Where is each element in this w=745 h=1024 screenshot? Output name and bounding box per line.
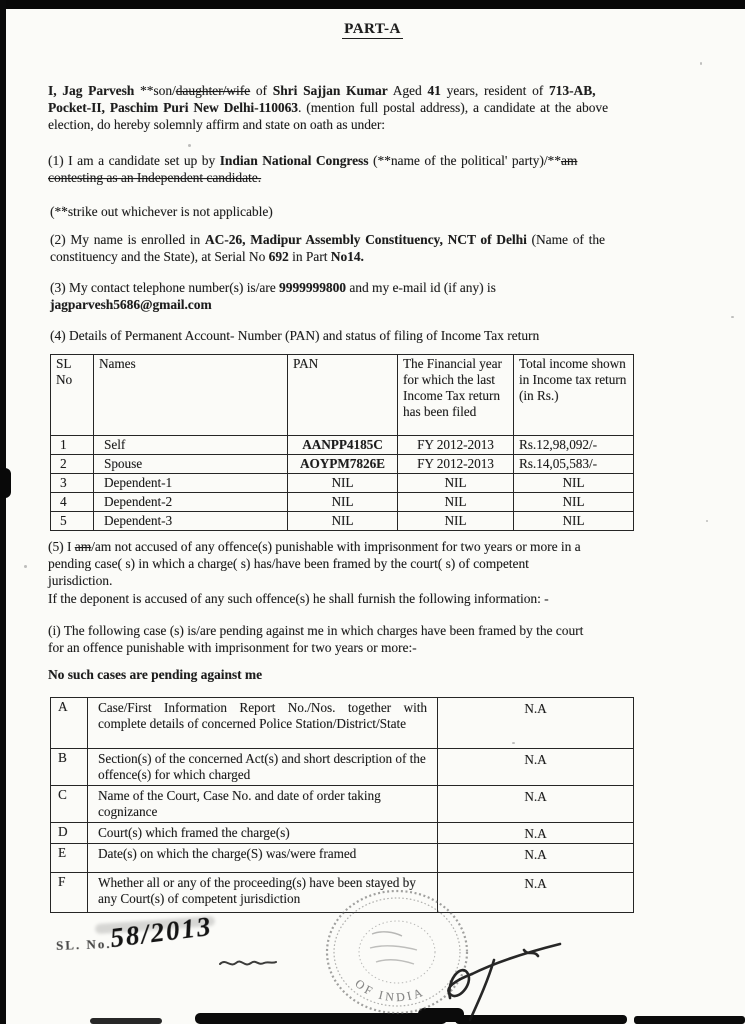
address-part: Pocket-II, Paschim Puri New Delhi-110063 [48,100,299,116]
struck-text: am [560,153,578,168]
no-cases-statement [48,666,262,683]
table-header-row [51,355,634,436]
text-segment: of [250,83,273,98]
column-header-total-income: Total income shown in Income tax return (in Rs.) [514,355,634,436]
table-row [51,455,634,474]
svg-text:OF INDIA [352,976,426,1004]
text-segment: (1) I am a candidate set up by [48,153,220,168]
row-value-cell: N.A [438,698,634,749]
column-header-names: Names [94,355,288,436]
point-1-paragraph [48,152,577,186]
row-value-cell: N.A [438,844,634,873]
row-value-cell: N.A [438,873,634,913]
table-row [51,823,634,844]
income-cell: NIL [514,512,634,531]
row-desc-cell: Case/First Information Report No./Nos. together with complete details of concerned Police Station/District/State [88,698,438,749]
pan-income-table [50,354,634,531]
serial-no-value: 692 [268,249,289,265]
signature [436,936,576,1024]
scan-edge-top [0,0,745,9]
row-desc-cell: Name of the Court, Case No. and date of order taking cognizance [88,786,438,823]
part-no-value: No14. [330,249,364,265]
row-value-cell: N.A [438,786,634,823]
party-name: Indian National Congress [219,153,369,168]
serial-label: SL. No. [55,936,112,953]
pending-cases-table [50,697,634,913]
scan-blob-left [0,468,11,498]
pan-cell: NIL [288,474,398,493]
income-cell: Rs.12,98,092/- [514,436,634,455]
deponent-name: I, Jag Parvesh [48,83,141,98]
phone-number: 9999999800 [279,280,346,295]
scan-speck [731,316,734,318]
point-4-paragraph [50,327,539,344]
text-segment: and my e-mail id (if any) is [346,280,496,295]
scan-edge-bottom [90,1018,162,1024]
scan-speck [706,520,708,522]
table-row [51,698,634,749]
no-cases-text: No such cases are pending against me [48,667,263,682]
fy-cell: FY 2012-2013 [398,455,514,474]
struck-text: am [74,539,92,554]
text-segment: (i) The following case (s) is/are pending against me in which charges have been framed by the court [48,623,584,638]
sl-cell: 5 [51,512,94,531]
column-header-sl-no: SL No [51,355,94,436]
text-segment: pending case( s) in which a charge( s) has/have been framed by the court( s) of competent [48,556,529,572]
scan-edge-bottom [634,1016,745,1024]
row-key-cell: A [51,698,88,749]
text-segment: **son/ [140,83,176,98]
row-key-cell: F [51,873,88,913]
text-segment: (Name of the [526,232,605,247]
pan-cell: NIL [288,512,398,531]
text-segment: for an offence punishable with imprisonment for two years or more:- [48,640,417,656]
income-cell: Rs.14,05,583/- [514,455,634,474]
pan-cell: NIL [288,493,398,512]
fy-cell: NIL [398,493,514,512]
row-key-cell: E [51,844,88,873]
table-row [51,786,634,823]
email-address: jagparvesh5686@gmail.com [50,297,212,313]
sl-cell: 1 [51,436,94,455]
text-segment: (3) My contact telephone number(s) is/are [50,280,280,295]
table-row [51,436,634,455]
table-row [51,749,634,786]
row-desc-cell: Court(s) which framed the charge(s) [88,823,438,844]
table-row [51,844,634,873]
handwriting-flourish [218,952,278,974]
constituency-name: AC-26, Madipur Assembly Constituency, NCT of Delhi [204,232,527,247]
strike-note [50,203,273,220]
text-segment: (4) Details of Permanent Account- Number (PAN) and status of filing of Income Tax return [50,328,540,343]
fy-cell: NIL [398,512,514,531]
income-cell: NIL [514,474,634,493]
row-key-cell: D [51,823,88,844]
row-value-cell: N.A [438,749,634,786]
address-part: 713-AB, [548,83,596,98]
row-key-cell: B [51,749,88,786]
father-name: Shri Sajjan Kumar [272,83,388,98]
struck-independent-text: contesting as an Independent candidate. [48,170,262,186]
pan-cell: AOYPM7826E [288,455,398,474]
handwritten-serial-number: 58/2013 [108,910,214,954]
page-title-row [0,20,745,38]
point-5-paragraph [48,538,581,607]
text-segment: . (mention full postal address), a candidate at the above [298,100,609,116]
fy-cell: FY 2012-2013 [398,436,514,455]
row-desc-cell: Section(s) of the concerned Act(s) and short description of the offence(s) for which charged [88,749,438,786]
text-segment: /am not accused of any offence(s) punishable with imprisonment for two years or more in a [91,539,581,554]
stamp-text: OF INDIA [352,976,427,1005]
name-cell: Self [94,436,288,455]
page-title: PART-A [344,21,401,37]
row-key-cell: C [51,786,88,823]
table-row [51,474,634,493]
sl-cell: 3 [51,474,94,493]
scan-speck [24,565,27,568]
point-i-paragraph [48,622,583,656]
point-3-paragraph [50,279,496,313]
row-value-cell: N.A [438,823,634,844]
text-segment: jurisdiction. [48,573,113,589]
scan-speck [700,62,702,65]
struck-relation-text: daughter/wife [175,83,251,98]
text-segment: in Part [288,249,331,265]
column-header-pan: PAN [288,355,398,436]
text-segment: (**strike out whichever is not applicable) [50,204,273,219]
point-2-paragraph [50,231,605,265]
column-header-financial-year: The Financial year for which the last Income Tax return has been filed [398,355,514,436]
text-segment: years, resident of [440,83,549,98]
text-segment: election, do hereby solemnly affirm and state on oath as under: [48,117,386,133]
text-segment: Aged [387,83,428,98]
sl-cell: 4 [51,493,94,512]
text-segment: constituency and the State), at Serial No [50,249,269,265]
fy-cell: NIL [398,474,514,493]
sl-cell: 2 [51,455,94,474]
scan-speck [188,144,191,147]
text-segment: If the deponent is accused of any such offence(s) he shall furnish the following information: - [48,590,549,606]
text-segment: (2) My name is enrolled in [50,232,205,247]
pan-cell: AANPP4185C [288,436,398,455]
text-segment: (5) I [48,539,75,554]
income-cell: NIL [514,493,634,512]
name-cell: Dependent-1 [94,474,288,493]
table-row [51,512,634,531]
table-row [51,493,634,512]
scan-edge-left [0,0,6,1024]
age-value: 41 [427,83,441,98]
text-segment: (**name of the political' party)/** [368,153,561,168]
name-cell: Spouse [94,455,288,474]
name-cell: Dependent-3 [94,512,288,531]
row-desc-cell: Whether all or any of the proceeding(s) have been stayed by any Court(s) of competent jurisdiction [88,873,438,913]
row-desc-cell: Date(s) on which the charge(S) was/were framed [88,844,438,873]
name-cell: Dependent-2 [94,493,288,512]
intro-paragraph [48,82,608,134]
